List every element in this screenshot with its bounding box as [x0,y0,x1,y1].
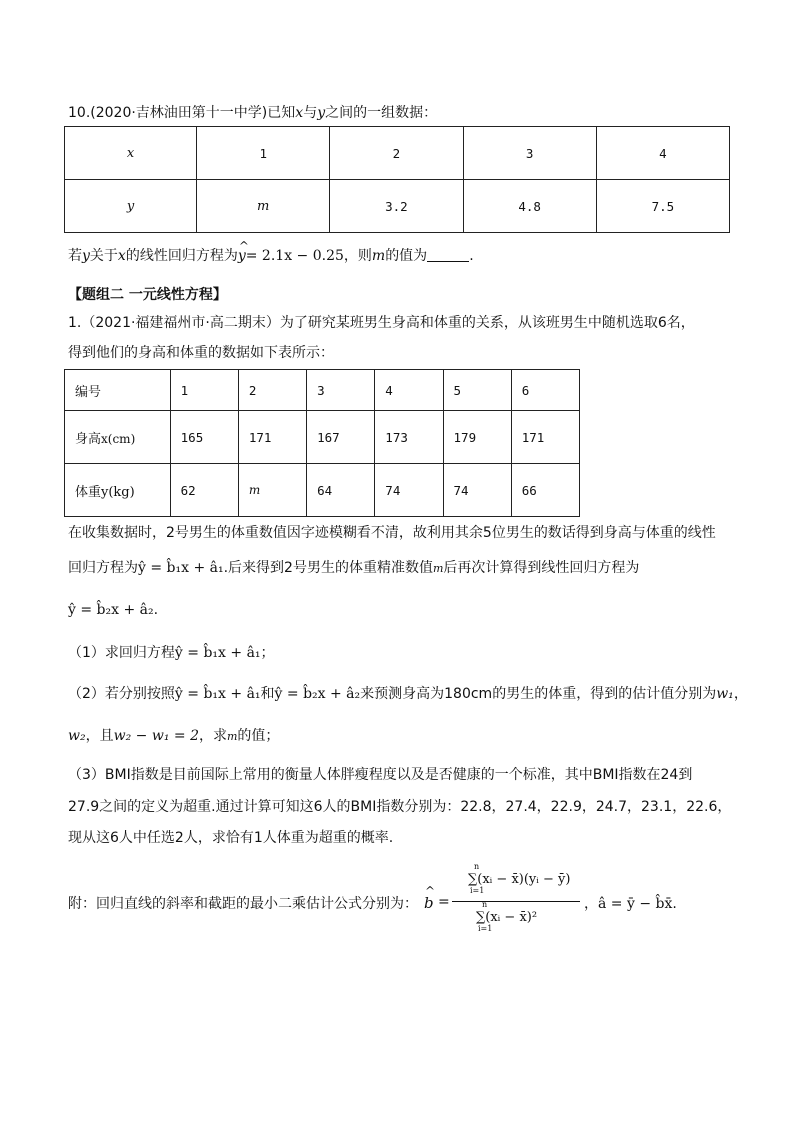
table-cell: 173 [375,411,443,464]
q10-var-x: x [295,105,304,121]
table-cell: y [65,180,197,233]
q10-var-y: y [317,105,326,121]
sub1-text: （1）求回归方程 [68,645,175,661]
table-cell: 171 [238,411,306,464]
sub2-text-e: ，求 [198,728,227,744]
q1-line2: 得到他们的身高和体重的数据如下表所示： [68,345,334,361]
table-cell: 66 [511,464,579,517]
q1-sub1 [68,643,275,663]
q1-sub3-a: （3）BMI指数是目前国际上常用的衡量人体胖瘦程度以及是否健康的一个标准，其中BMI指数在24到 [68,767,693,783]
denominator-expression: ∑(xᵢ − x̄)² [476,910,538,925]
q10-text: 已知 [267,105,296,121]
q1-eq2-line [68,600,158,620]
table-cell: 74 [375,464,443,517]
table-cell: 1 [170,370,238,411]
a-hat-expression: â = ȳ − b̂x̄ [598,896,673,912]
q10-source: (2020·吉林油田第十一中学) [90,105,268,121]
sub2-comma: ， [733,686,748,702]
q1-sub3-c: 现从这6人中任选2人，求恰有1人体重为超重的概率. [68,830,394,846]
sum-top: n [474,862,480,871]
equation-1: ŷ = b̂₁x + â₁ [138,560,224,576]
q1-sub2-cont [68,726,279,747]
sub2-text-d: ，且 [85,728,114,744]
table-cell: 6 [511,370,579,411]
table-cell: 62 [170,464,238,517]
table-cell: 4 [596,127,729,180]
table-cell: 74 [443,464,511,517]
weight-label: 体重 [75,484,102,500]
q10-text-d: ，则 [343,248,372,264]
q10-var-m: m [371,248,386,264]
q1-p2 [68,558,639,579]
q10-and: 与 [303,105,318,121]
q10-number: 10. [68,105,91,121]
q10-text2: 之间的一组数据： [325,105,438,121]
sub1-equation: ŷ = b̂₁x + â₁ [174,645,261,661]
q1-sub2 [68,684,748,704]
table-cell: 3 [463,127,596,180]
equals-sign: = [438,894,450,910]
q10-var-y2: y [82,248,90,264]
sub2-text-f: 的值； [237,728,280,744]
answer-blank [427,247,469,262]
sub2-text-a: （2）若分别按照 [68,686,175,702]
b-hat-symbol: ^ b [424,894,434,912]
table-cell: 编号 [65,370,171,411]
table-cell: 4.8 [463,180,596,233]
table-row [65,180,730,233]
sum-bottom-2: i=1 [478,924,493,933]
sub2-text-b: 来预测身高为180cm的男生的体重，得到的估计值分别为 [360,686,717,702]
sum-bottom: i=1 [470,886,485,895]
numerator-expression: ∑(xᵢ − x̄)(yᵢ − ȳ) [468,872,571,887]
sub2-eq2: ŷ = b̂₂x + â₂ [274,686,361,702]
w-equation: w₂ − w₁ = 2 [113,728,199,744]
q10-end: . [469,248,474,264]
q10-text-c: 的线性回归方程为 [125,248,238,264]
table-cell: 179 [443,411,511,464]
a-hat-formula: ，â = ȳ − b̂x̄. [584,896,677,912]
b-hat-formula [420,862,582,942]
table-cell: 5 [443,370,511,411]
q10-table [64,126,730,233]
q10-text-e: 的值为 [385,248,428,264]
table-cell: 64 [307,464,375,517]
y-hat-symbol: ^ y [238,246,246,266]
q1-p2c: 后再次计算得到线性回归方程为 [443,560,640,576]
table-cell: 165 [170,411,238,464]
table-cell: 1 [197,127,330,180]
w1-symbol: w₁ [716,686,734,702]
fraction-bar [452,901,580,902]
table-row [65,127,730,180]
q1-p2b: .后来得到2号男生的体重精准数值 [223,560,433,576]
q10-text-a: 若 [68,248,82,264]
table-row [65,464,580,517]
table-cell: 3 [307,370,375,411]
table-cell: 4 [375,370,443,411]
table-cell: 171 [511,411,579,464]
table-cell [65,411,171,464]
q10-text-b: 关于 [89,248,118,264]
q10-intro [68,103,437,123]
q1-table [64,369,580,517]
table-cell [65,464,171,517]
sub2-var-m: m [226,730,238,743]
table-row [65,370,580,411]
table-cell: m [197,180,330,233]
w2-symbol: w₂ [68,728,86,744]
height-label: 身高 [75,431,102,447]
table-cell: 167 [307,411,375,464]
table-cell: 3.2 [330,180,463,233]
q1-line1: 1.（2021·福建福州市·高二期末）为了研究某班男生身高和体重的关系，从该班男生中随机选取6名， [68,315,695,331]
table-cell: 2 [238,370,306,411]
q1-var-m: m [432,562,444,575]
appendix-text: 附：回归直线的斜率和截距的最小二乘估计公式分别为： [68,896,418,912]
q10-var-x2: x [117,248,126,264]
q10-question [68,246,474,266]
weight-unit: y(kg) [101,484,135,500]
table-cell: x [65,127,197,180]
q10-equation: = 2.1x − 0.25 [245,248,344,264]
table-cell: 2 [330,127,463,180]
sub1-end: ； [260,645,275,661]
equation-2-end: . [153,602,159,618]
table-cell: 7.5 [596,180,729,233]
equation-2: ŷ = b̂₂x + â₂ [68,602,154,618]
height-unit: x(cm) [101,431,136,446]
sub2-eq1: ŷ = b̂₁x + â₁ [174,686,261,702]
q1-sub3-b: 27.9之间的定义为超重.通过计算可知这6人的BMI指数分别为：22.8，27.4，22.9，24.7，23.1，22.6， [68,799,732,815]
sum-top-2: n [482,900,488,909]
sub2-and: 和 [260,686,275,702]
group-title: 【题组二 一元线性方程】 [68,287,227,303]
q1-p2a: 回归方程为 [68,560,138,576]
q1-p1: 在收集数据时，2号男生的体重数值因字迹模糊看不清，故利用其余5位男生的数话得到身高与体重的线性 [68,525,716,541]
table-row [65,411,580,464]
table-cell: m [238,464,306,517]
